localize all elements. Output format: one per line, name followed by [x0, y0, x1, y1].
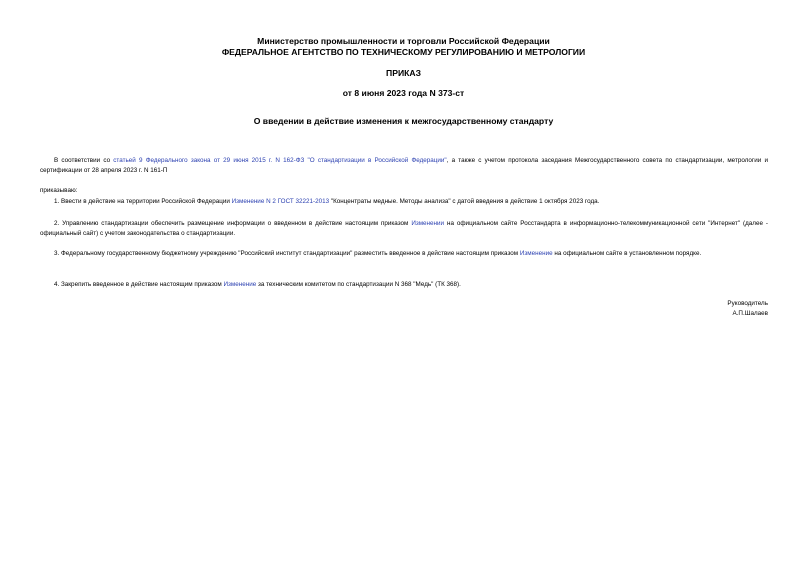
preamble-suffix: , а также с учетом протокола заседания Межгосударственного совета по стандартизации, метрологии и сертификации от 28 апреля 2023 г. N 161-П: [40, 157, 768, 174]
federal-law-link[interactable]: статьей 9 Федерального закона от 29 июня 2015 г. N 162-ФЗ "О стандартизации в Российской Федерации": [113, 157, 447, 164]
preamble-paragraph: [40, 156, 768, 175]
signatory-name: А.П.Шалаев: [732, 310, 768, 317]
doc-date-number: от 8 июня 2023 года N 373-ст: [342, 88, 465, 98]
amendment-link-2[interactable]: Изменении: [411, 220, 445, 227]
amendment-gost-link[interactable]: Изменение N 2 ГОСТ 32221-2013: [231, 198, 330, 205]
item-1-before: 1. Ввести в действие на территории Российской Федерации: [54, 198, 232, 205]
item-2-before: 2. Управлению стандартизации обеспечить размещение информации о введенном в действие настоящим приказом: [54, 220, 412, 227]
signature-block: [727, 299, 768, 319]
item-3: [40, 249, 768, 259]
item-3-before: 3. Федеральному государственному бюджетному учреждению "Российский институт стандартизации" разместить введенное в действие настоящим приказом: [54, 250, 520, 257]
doc-subject: О введении в действие изменения к межгосударственному стандарту: [253, 116, 554, 126]
doc-type: ПРИКАЗ: [386, 68, 421, 78]
agency-title: ФЕДЕРАЛЬНОЕ АГЕНТСТВО ПО ТЕХНИЧЕСКОМУ РЕГУЛИРОВАНИЮ И МЕТРОЛОГИИ: [221, 47, 586, 57]
item-4-after: за техническим комитетом по стандартизации N 368 "Медь" (ТК 368).: [256, 281, 461, 288]
item-1: [40, 197, 768, 207]
item-4: [40, 280, 768, 290]
amendment-link-4[interactable]: Изменение: [223, 281, 257, 288]
amendment-link-3[interactable]: Изменение: [519, 250, 553, 257]
item-1-after: "Концентраты медные. Методы анализа" с датой введения в действие 1 октября 2023 года.: [329, 198, 600, 205]
signatory-title: Руководитель: [727, 300, 768, 307]
item-2: [40, 219, 768, 238]
order-word: приказываю:: [40, 187, 78, 194]
item-3-after: на официальном сайте в установленном порядке.: [552, 250, 702, 257]
preamble-prefix: В соответствии со: [54, 157, 114, 164]
ministry-title: Министерство промышленности и торговли Российской Федерации: [257, 36, 550, 46]
item-4-before: 4. Закрепить введенное в действие настоящим приказом: [54, 281, 224, 288]
item-2-after: на официальном сайте Росстандарта в информационно-телекоммуникационной сети "Интернет" (далее - официальный сайт) с учетом законодательства о стандартизации.: [40, 220, 768, 237]
